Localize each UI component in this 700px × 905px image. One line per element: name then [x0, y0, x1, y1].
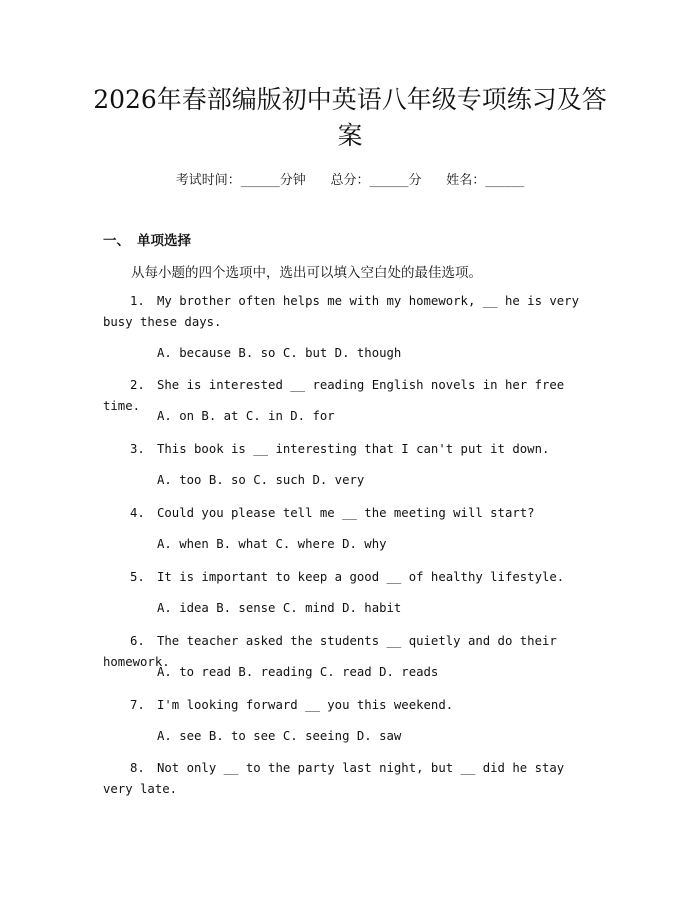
question-number: 3. [130, 442, 145, 456]
question-number: 8. [130, 761, 145, 775]
question-text: Not only __ to the party last night, but __ did he stay very late. [103, 761, 565, 796]
question-5-options: A. idea B. sense C. mind D. habit [157, 601, 402, 615]
question-text: Could you please tell me __ the meeting will start? [157, 506, 535, 520]
question-1-options: A. because B. so C. but D. though [157, 346, 402, 360]
question-number: 2. [130, 378, 145, 392]
section-instruction: 从每小题的四个选项中，选出可以填入空白处的最佳选项。 [131, 265, 482, 281]
question-4-options: A. when B. what C. where D. why [157, 537, 387, 551]
exam-meta-line: 考试时间：______分钟 总分：______分 姓名：______ [175, 173, 525, 188]
question-text: My brother often helps me with my homework, __ he is very busy these days. [103, 294, 579, 329]
section-title: 单项选择 [137, 233, 191, 249]
question-7-options: A. see B. to see C. seeing D. saw [157, 729, 402, 743]
question-text: It is important to keep a good __ of healthy lifestyle. [157, 570, 565, 584]
question-number: 7. [130, 698, 145, 712]
question-5 [103, 567, 593, 588]
question-8 [103, 758, 593, 800]
question-text: I'm looking forward __ you this weekend. [157, 698, 454, 712]
question-2-options: A. on B. at C. in D. for [157, 409, 335, 423]
question-number: 5. [130, 570, 145, 584]
question-4 [103, 503, 593, 524]
question-number: 4. [130, 506, 145, 520]
question-text: The teacher asked the students __ quietly and do their homework. [103, 634, 557, 669]
question-3-options: A. too B. so C. such D. very [157, 473, 365, 487]
section-number: 一、 [103, 233, 130, 249]
question-number: 1. [130, 294, 145, 308]
question-7 [103, 695, 593, 716]
question-text: This book is __ interesting that I can't put it down. [157, 442, 550, 456]
question-1 [103, 291, 593, 333]
question-number: 6. [130, 634, 145, 648]
question-text: She is interested __ reading English novels in her free time. [103, 378, 565, 413]
section-heading [103, 229, 191, 249]
question-6-options: A. to read B. reading C. read D. reads [157, 665, 439, 679]
question-3 [103, 439, 593, 460]
document-title: 2026年春部编版初中英语八年级专项练习及答案 [93, 85, 607, 150]
